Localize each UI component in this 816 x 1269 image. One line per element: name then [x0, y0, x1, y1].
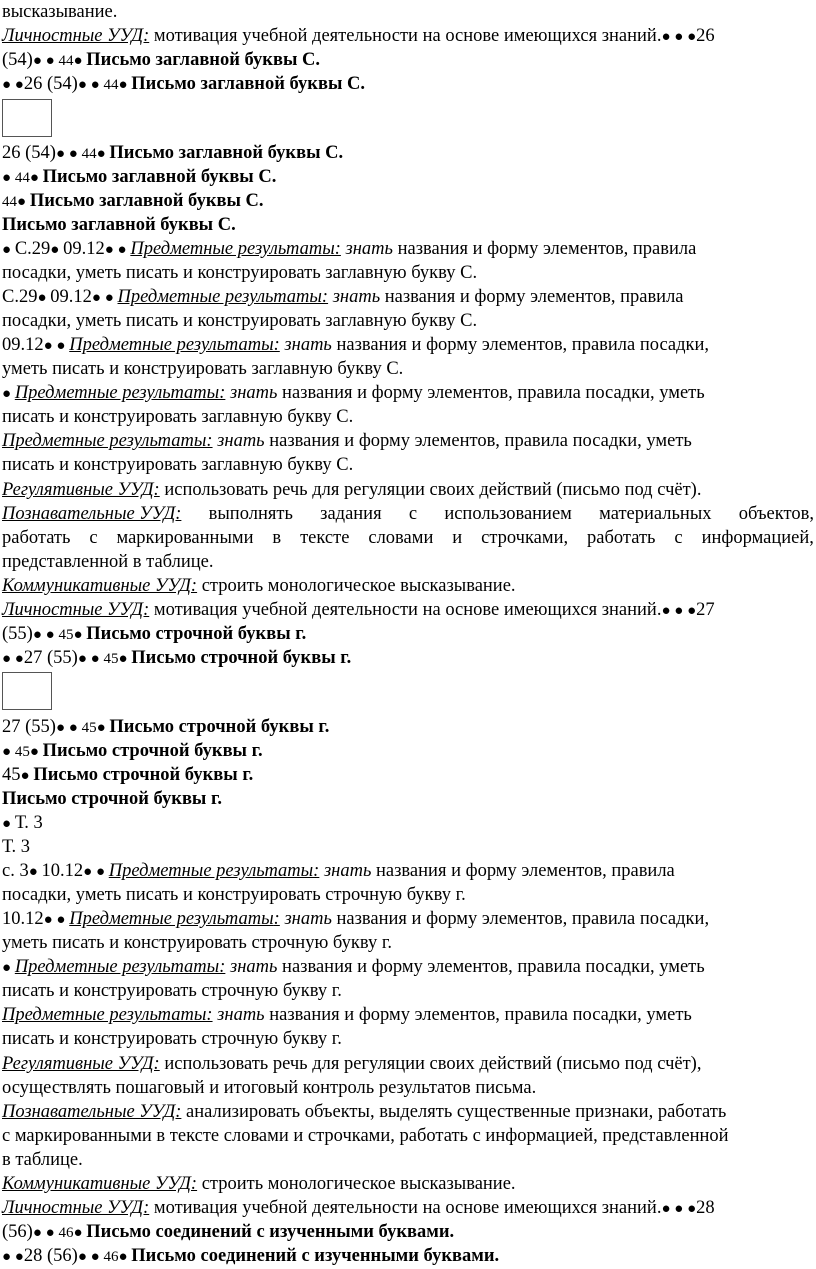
text-fragment: 45 [2, 765, 21, 785]
text-fragment: 44 [58, 53, 74, 69]
text-fragment: названия и форму элементов, правила посадки, уметь [264, 1005, 692, 1025]
text-line [2, 1220, 814, 1244]
text-line [2, 309, 814, 333]
text-fragment: названия и форму элементов, правила [392, 239, 697, 259]
text-fragment: 45 [103, 651, 119, 667]
bullet-marker: ● [37, 290, 51, 306]
field-label: Познавательные УУД: [2, 1102, 182, 1122]
text-fragment: писать и конструировать строчную букву г. [2, 981, 342, 1001]
text-fragment: 28 (56) [23, 1246, 78, 1266]
text-fragment: (54) [2, 50, 33, 70]
bullet-marker: ● [29, 744, 43, 760]
bullet-marker: ● ● [43, 338, 70, 354]
text-fragment: писать и конструировать заглавную букву С. [2, 407, 354, 427]
empty-frame-box [2, 672, 52, 710]
text-fragment: названия и форму элементов, правила [380, 287, 684, 307]
text-line [2, 1196, 814, 1220]
lesson-title: Письмо соединений с изученными буквами. [86, 1222, 455, 1242]
field-label: Коммуникативные УУД: [2, 576, 198, 596]
text-fragment: с [408, 504, 418, 524]
text-line [2, 381, 814, 405]
text-line [2, 787, 814, 811]
text-fragment: 45 [14, 744, 30, 760]
field-label: Предметные результаты: [14, 383, 226, 403]
text-line [2, 763, 814, 787]
text-fragment: С.29 [2, 287, 38, 307]
text-fragment: 46 [58, 1225, 74, 1241]
bullet-marker: ● ● [77, 77, 104, 93]
text-line [2, 931, 814, 955]
bullet-marker: ● ● [32, 53, 59, 69]
text-fragment: 44 [103, 77, 119, 93]
text-fragment: строить монологическое высказывание. [197, 1174, 516, 1194]
text-fragment: 10.12 [2, 909, 44, 929]
bullet-marker: ● ● [2, 651, 24, 667]
text-fragment: использованием [444, 504, 572, 524]
lesson-title: Письмо заглавной буквы С. [131, 74, 365, 94]
text-fragment: мотивация учебной деятельности на основе имеющихся знаний. [149, 26, 662, 46]
text-fragment: с. 3 [2, 861, 29, 881]
text-line [2, 598, 814, 622]
text-line [2, 502, 814, 526]
text-fragment: 10.12 [41, 861, 84, 881]
text-fragment: Т. 3 [14, 813, 43, 833]
bullet-marker: ● [96, 720, 110, 736]
emphasis-text: знать [323, 861, 372, 881]
text-fragment: в [272, 528, 282, 548]
text-fragment: работать [2, 528, 71, 548]
text-fragment: анализировать объекты, выделять существенные признаки, работать [181, 1102, 727, 1122]
field-label: Регулятивные УУД: [2, 1054, 160, 1074]
emphasis-text: знать [217, 1005, 265, 1025]
lesson-title: Письмо строчной буквы г. [2, 789, 222, 809]
text-fragment: и [452, 528, 463, 548]
bullet-marker: ● ● [2, 77, 24, 93]
text-fragment: с маркированными в тексте словами и строчками, работать с информацией, представленной [2, 1126, 729, 1146]
text-line [2, 285, 814, 309]
bullet-marker: ● [2, 816, 15, 832]
bullet-marker: ● [29, 170, 43, 186]
bullet-marker: ● ● [32, 627, 59, 643]
text-line [2, 646, 814, 670]
field-label: Предметные результаты: [14, 957, 226, 977]
text-line [2, 453, 814, 477]
text-line [2, 141, 814, 165]
text-line [2, 1027, 814, 1051]
emphasis-text: знать [345, 239, 393, 259]
text-fragment: строить монологическое высказывание. [197, 576, 516, 596]
field-label: Предметные результаты: [2, 431, 213, 451]
field-label: Личностные УУД: [2, 1198, 150, 1218]
text-line [2, 429, 814, 453]
text-fragment: 46 [103, 1249, 119, 1265]
text-fragment: информацией, [701, 528, 814, 548]
field-label: Предметные результаты: [69, 335, 280, 355]
text-fragment: 45 [58, 627, 74, 643]
bullet-marker: ● ● [83, 864, 109, 880]
text-fragment: названия и форму элементов, правила посадки, [331, 335, 710, 355]
text-fragment: 28 [696, 1198, 715, 1218]
text-line [2, 478, 814, 502]
emphasis-text: знать [284, 335, 332, 355]
text-fragment: с [89, 528, 98, 548]
bullet-marker: ● ● ● [661, 1201, 697, 1217]
text-line [2, 72, 814, 96]
bullet-marker: ● ● [104, 242, 131, 258]
lesson-title: Письмо строчной буквы г. [131, 648, 352, 668]
text-line [2, 979, 814, 1003]
text-line [2, 48, 814, 72]
text-fragment: посадки, уметь писать и конструировать заглавную букву С. [2, 311, 478, 331]
text-fragment: посадки, уметь писать и конструировать строчную букву г. [2, 885, 466, 905]
text-line [2, 405, 814, 429]
bullet-marker: ● ● ● [661, 603, 697, 619]
text-fragment: писать и конструировать строчную букву г. [2, 1029, 342, 1049]
text-fragment: 09.12 [2, 335, 44, 355]
bullet-marker: ● ● [32, 1225, 59, 1241]
text-line [2, 0, 814, 24]
text-fragment: 27 (55) [23, 648, 78, 668]
text-fragment: 09.12 [50, 287, 92, 307]
text-line [2, 574, 814, 598]
text-fragment: выполнять [208, 504, 293, 524]
lesson-title: Письмо заглавной буквы С. [86, 50, 320, 70]
text-line [2, 622, 814, 646]
bullet-marker: ● ● [43, 912, 70, 928]
lesson-title: Письмо соединений с изученными буквами. [131, 1246, 500, 1266]
text-fragment: материальных [599, 504, 712, 524]
text-line [2, 357, 814, 381]
text-fragment: 45 [81, 720, 97, 736]
lesson-title: Письмо строчной буквы г. [86, 624, 307, 644]
text-fragment: осуществлять пошаговый и итоговый контроль результатов письма. [2, 1078, 537, 1098]
text-fragment: строчками, [481, 528, 569, 548]
field-label: : [273, 909, 280, 929]
emphasis-text: знать [284, 909, 332, 929]
text-fragment: работать [587, 528, 656, 548]
text-fragment: тексте [300, 528, 350, 548]
bullet-marker: ● [118, 1249, 132, 1265]
text-fragment: 27 [696, 600, 715, 620]
field-label: Предметные результаты: [108, 861, 320, 881]
lesson-title: Письмо строчной буквы г. [33, 765, 254, 785]
text-fragment: 44 [2, 194, 17, 210]
bullet-marker: ● ● [77, 651, 104, 667]
text-line [2, 1100, 814, 1124]
text-fragment: с [674, 528, 683, 548]
text-fragment: 26 [696, 26, 715, 46]
text-fragment: названия и форму элементов, правила посадки, уметь [264, 431, 692, 451]
empty-frame-box [2, 99, 52, 137]
field-label: Регулятивные УУД: [2, 480, 160, 500]
text-fragment: писать и конструировать заглавную букву С. [2, 455, 354, 475]
bullet-marker: ● [73, 627, 87, 643]
lesson-title: Письмо заглавной буквы С. [29, 191, 264, 211]
text-line [2, 1052, 814, 1076]
bullet-marker: ● [17, 194, 30, 210]
text-line [2, 955, 814, 979]
text-line [2, 261, 814, 285]
text-line [2, 1172, 814, 1196]
text-fragment: Т. 3 [2, 837, 30, 857]
emphasis-text: знать [229, 383, 278, 403]
text-line [2, 739, 814, 763]
text-line [2, 859, 814, 883]
text-fragment: мотивация учебной деятельности на основе имеющихся знаний. [149, 1198, 662, 1218]
text-fragment: названия и форму элементов, правила [371, 861, 675, 881]
bullet-marker: ● [50, 242, 64, 258]
text-fragment: названия и форму элементов, правила посадки, уметь [277, 957, 705, 977]
emphasis-text: знать [229, 957, 278, 977]
text-line [2, 526, 814, 550]
bullet-marker: ● [20, 768, 34, 784]
text-line [2, 907, 814, 931]
text-fragment: 09.12 [63, 239, 105, 259]
text-line [2, 189, 814, 213]
field-label: Личностные УУД: [2, 600, 150, 620]
text-line [2, 1124, 814, 1148]
field-label: Предметные результаты [69, 909, 274, 929]
text-fragment: мотивация учебной деятельности на основе имеющихся знаний. [149, 600, 662, 620]
text-fragment: названия и форму элементов, правила посадки, [331, 909, 710, 929]
text-line [2, 1148, 814, 1172]
text-fragment: (56) [2, 1222, 33, 1242]
bullet-marker: ● [2, 170, 15, 186]
text-line [2, 835, 814, 859]
bullet-marker: ● ● [77, 1249, 104, 1265]
emphasis-text: знать [217, 431, 265, 451]
bullet-marker: ● [2, 960, 15, 976]
text-line [2, 165, 814, 189]
text-fragment: (55) [2, 624, 33, 644]
field-label: Предметные результаты: [117, 287, 329, 307]
lesson-title: Письмо строчной буквы г. [42, 741, 263, 761]
text-fragment: 26 (54) [2, 143, 56, 163]
text-fragment: задания [320, 504, 382, 524]
bullet-marker: ● [2, 242, 15, 258]
lesson-title: Письмо заглавной буквы С. [109, 143, 344, 163]
bullet-marker: ● [118, 651, 132, 667]
text-line [2, 883, 814, 907]
text-line [2, 333, 814, 357]
field-label: Познавательные УУД: [2, 504, 182, 524]
text-fragment: С.29 [14, 239, 51, 259]
text-line [2, 1076, 814, 1100]
bullet-marker: ● ● ● [661, 29, 697, 45]
bullet-marker: ● [73, 53, 87, 69]
field-label: Коммуникативные УУД: [2, 1174, 198, 1194]
text-line [2, 1244, 814, 1268]
emphasis-text: знать [332, 287, 381, 307]
text-fragment: уметь писать и конструировать строчную букву г. [2, 933, 392, 953]
text-line [2, 550, 814, 574]
text-line [2, 1003, 814, 1027]
bullet-marker: ● ● [55, 720, 82, 736]
bullet-marker: ● [2, 744, 15, 760]
text-fragment: названия и форму элементов, правила посадки, уметь [277, 383, 705, 403]
text-fragment: представленной в таблице. [2, 552, 214, 572]
text-fragment: уметь писать и конструировать заглавную букву С. [2, 359, 404, 379]
bullet-marker: ● [96, 146, 110, 162]
field-label: Предметные результаты: [130, 239, 341, 259]
bullet-marker: ● ● [55, 146, 82, 162]
text-fragment: объектов, [738, 504, 814, 524]
lesson-title: Письмо строчной буквы г. [109, 717, 330, 737]
field-label: Предметные результаты: [2, 1005, 213, 1025]
text-fragment: маркированными [116, 528, 254, 548]
text-fragment: использовать речь для регуляции своих действий (письмо под счёт), [159, 1054, 702, 1074]
text-fragment: словами [368, 528, 434, 548]
text-fragment: 44 [81, 146, 97, 162]
text-line [2, 715, 814, 739]
text-fragment: посадки, уметь писать и конструировать заглавную букву С. [2, 263, 478, 283]
text-fragment: 26 (54) [23, 74, 78, 94]
bullet-marker: ● ● [2, 1249, 24, 1265]
lesson-title: Письмо заглавной буквы С. [42, 167, 277, 187]
text-fragment: 44 [14, 170, 30, 186]
text-line [2, 811, 814, 835]
text-fragment: использовать речь для регуляции своих действий (письмо под счёт). [159, 480, 702, 500]
bullet-marker: ● [118, 77, 132, 93]
text-line [2, 24, 814, 48]
text-fragment: в таблице. [2, 1150, 83, 1170]
text-line [2, 213, 814, 237]
field-label: Личностные УУД: [2, 26, 150, 46]
text-fragment: 27 (55) [2, 717, 56, 737]
bullet-marker: ● [28, 864, 42, 880]
bullet-marker: ● ● [91, 290, 118, 306]
text-line [2, 237, 814, 261]
text-fragment: высказывание. [2, 2, 118, 22]
bullet-marker: ● [2, 386, 15, 402]
bullet-marker: ● [73, 1225, 87, 1241]
lesson-title: Письмо заглавной буквы С. [2, 215, 236, 235]
